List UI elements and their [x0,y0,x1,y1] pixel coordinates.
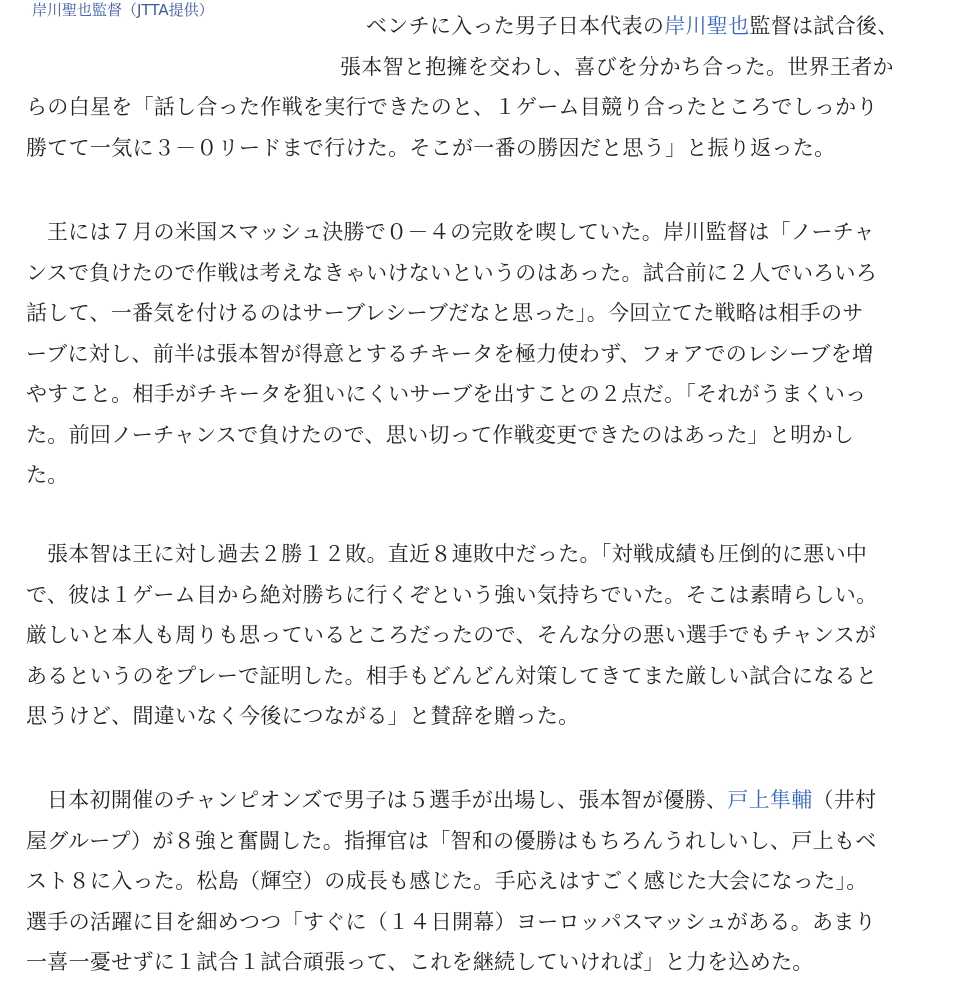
paragraph-line: 屋グループ）が８強と奮闘した。指揮官は「智和の優勝はもちろんうれしいし、戸上もベ [26,828,877,853]
paragraph-line: 話して、一番気を付けるのはサーブレシーブだなと思った」。今回立てた戦略は相手のサ [26,301,864,325]
paragraph-line: 王には７月の米国スマッシュ決勝で０－４の完敗を喫していた。岸川監督は「ノーチャ [47,220,875,244]
text: （井村 [812,788,877,812]
text: ベンチに入った男子日本代表の [366,14,665,38]
paragraph-4 [26,780,956,983]
photo-caption: 岸川聖也監督（JTTA提供） [32,1,214,19]
paragraph-line: スト８に入った。松島（輝空）の成長も感じた。手応えはすごく感じた大会になった」。 [26,869,868,893]
paragraph-line [26,6,956,47]
paragraph-line: 勝てて一気に３－０リードまで行けた。そこが一番の勝因だと思う」と振り返った。 [26,135,836,160]
paragraph-3 [26,534,956,737]
paragraph-line: 張本智は王に対し過去２勝１２敗。直近８連敗中だった。「対戦成績も圧倒的に悪い中 [47,542,868,566]
paragraph-line: やすこと。相手がチキータを狙いにくいサーブを出すことの２点だ。「それがうまくいっ [26,382,867,406]
paragraph-line: た。 [26,463,69,487]
paragraph-1 [26,6,956,168]
paragraph-line: 選手の活躍に目を細めつつ「すぐに（１４日開幕）ヨーロッパスマッシュがある。あまり [26,909,876,934]
paragraph-line: 思うけど、間違いなく今後につながる」と賛辞を贈った。 [26,704,580,728]
paragraph-line: ーブに対し、前半は張本智が得意とするチキータを極力使わず、フォアでのレシーブを増 [26,341,874,366]
paragraph-line [26,780,956,821]
text: 日本初開催のチャンピオンズで男子は５選手が出場し、張本智が優勝、 [47,788,728,812]
player-link[interactable]: 戸上隼輔 [727,788,813,812]
paragraph-line: 張本智と抱擁を交わし、喜びを分かち合った。世界王者か [340,54,894,79]
paragraph-2 [26,212,956,496]
paragraph-line: ンスで負けたので作戦は考えなきゃいけないというのはあった。試合前に２人でいろいろ [26,260,878,285]
paragraph-line: 一喜一憂せずに１試合１試合頑張って、これを継続していければ」と力を込めた。 [26,950,814,974]
paragraph-line: た。前回ノーチャンスで負けたので、思い切って作戦変更できたのはあった」と明かし [26,422,855,447]
paragraph-line: あるというのをプレーで証明した。相手もどんどん対策してきてまた厳しい試合になると [26,663,878,688]
paragraph-line: で、彼は１ゲーム目から絶対勝ちに行くぞという強い気持ちでいた。そこは素晴らしい。 [26,582,878,607]
coach-link[interactable]: 岸川聖也 [664,14,750,38]
paragraph-line: らの白星を「話し合った作戦を実行できたのと、１ゲーム目競り合ったところでしっかり [26,95,878,119]
paragraph-line: 厳しいと本人も周りも思っているところだったので、そんな分の悪い選手でもチャンスが [26,623,877,647]
text: 監督は試合後、 [749,14,899,38]
